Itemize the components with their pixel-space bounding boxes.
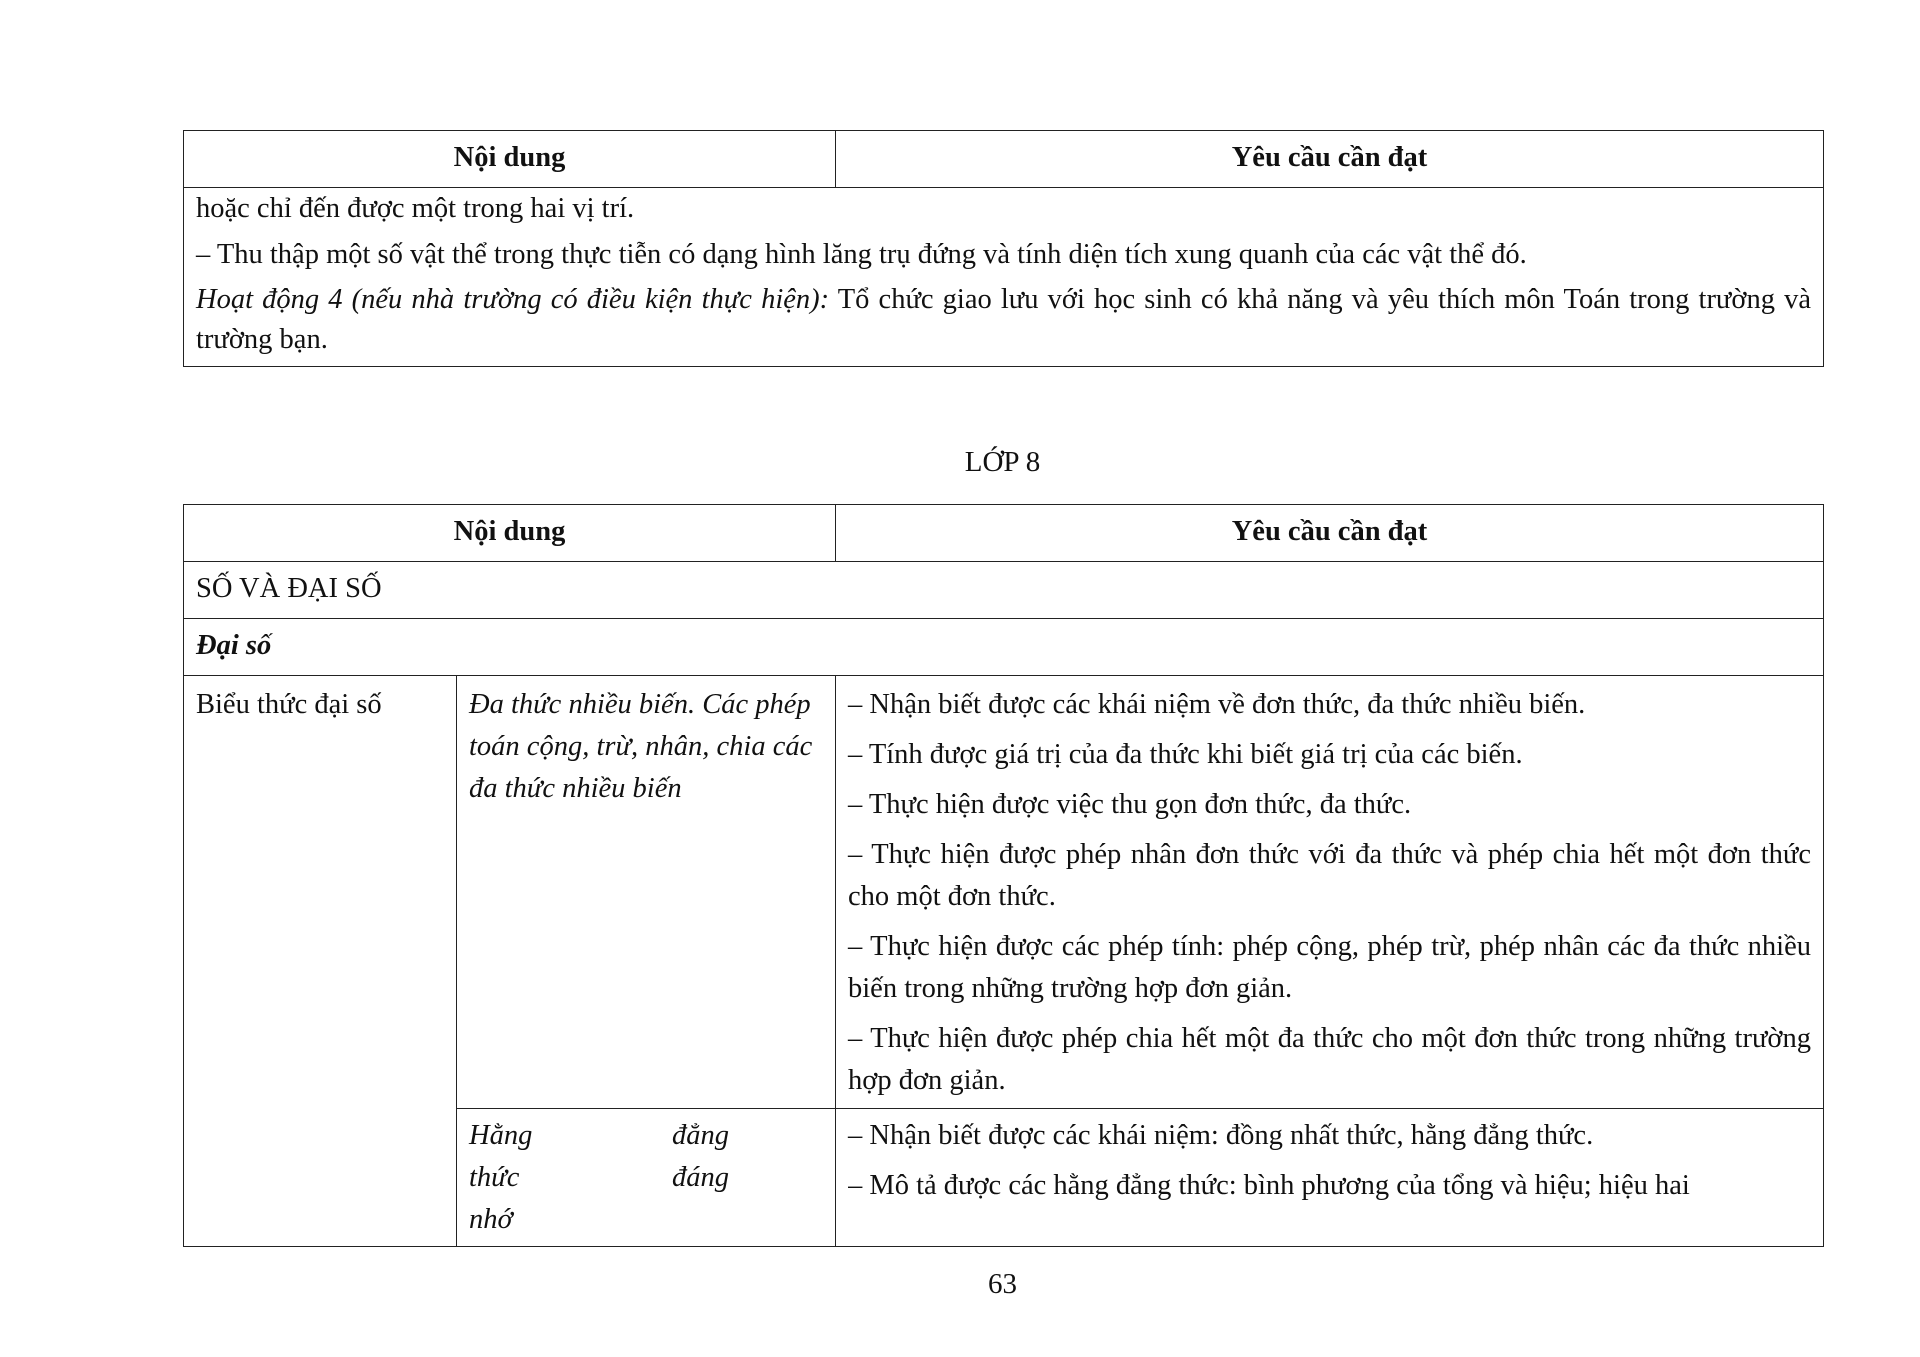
continued-cell	[184, 188, 1824, 367]
requirement-item: – Nhận biết được các khái niệm: đồng nhất thức, hằng đẳng thức.	[848, 1120, 1594, 1151]
requirement-item: – Thực hiện được việc thu gọn đơn thức, đa thức.	[848, 789, 1412, 820]
header-requirements: Yêu cầu cần đạt	[836, 131, 1824, 188]
content-cell	[457, 1109, 836, 1247]
table-header-row	[184, 131, 1824, 188]
section-title: SỐ VÀ ĐẠI SỐ	[184, 562, 1824, 619]
curriculum-table	[183, 504, 1824, 1247]
requirement-item: – Tính được giá trị của đa thức khi biết giá trị của các biến.	[848, 739, 1523, 770]
table-header-row	[184, 505, 1824, 562]
grade-title: LỚP 8	[964, 446, 1041, 478]
header-requirements: Yêu cầu cần đạt	[836, 505, 1824, 562]
topic-cell: Biểu thức đại số	[184, 676, 457, 1247]
header-content: Nội dung	[184, 505, 836, 562]
activity-label: Hoạt động 4 (nếu nhà trường có điều kiện thực hiện):	[196, 284, 830, 315]
section-row	[184, 562, 1824, 619]
requirements-cell	[836, 676, 1824, 1109]
page-number: 63	[988, 1268, 1017, 1300]
activity-text: Tổ chức giao lưu với học sinh có khả năng và yêu thích môn Toán trong trường và trường bạn.	[196, 284, 1811, 355]
subsection-title: Đại số	[184, 619, 1824, 676]
activity-paragraph	[196, 280, 1811, 360]
header-content: Nội dung	[184, 131, 836, 188]
content-text: Hằng đẳng thức đáng nhớ	[469, 1120, 729, 1235]
continued-line: hoặc chỉ đến được một trong hai vị trí.	[196, 193, 635, 224]
subsection-row	[184, 619, 1824, 676]
continued-table	[183, 130, 1824, 367]
requirements-cell	[836, 1109, 1824, 1247]
continued-line: – Thu thập một số vật thể trong thực tiễn có dạng hình lăng trụ đứng và tính diện tích xung quanh của các vật thể đó.	[196, 239, 1527, 270]
requirement-item: – Thực hiện được phép chia hết một đa thức cho một đơn thức trong những trường hợp đơn giản.	[848, 1023, 1811, 1096]
requirement-item: – Thực hiện được phép nhân đơn thức với đa thức và phép chia hết một đơn thức cho một đơn thức.	[848, 839, 1811, 912]
requirement-item: – Nhận biết được các khái niệm về đơn thức, đa thức nhiều biến.	[848, 689, 1586, 720]
table-row	[184, 676, 1824, 1109]
requirement-item: – Mô tả được các hằng đẳng thức: bình phương của tổng và hiệu; hiệu hai	[848, 1170, 1690, 1201]
requirement-item: – Thực hiện được các phép tính: phép cộng, phép trừ, phép nhân các đa thức nhiều biến trong những trường hợp đơn giản.	[848, 931, 1811, 1004]
content-cell: Đa thức nhiều biến. Các phép toán cộng, trừ, nhân, chia các đa thức nhiều biến	[457, 676, 836, 1109]
table-row	[184, 188, 1824, 367]
